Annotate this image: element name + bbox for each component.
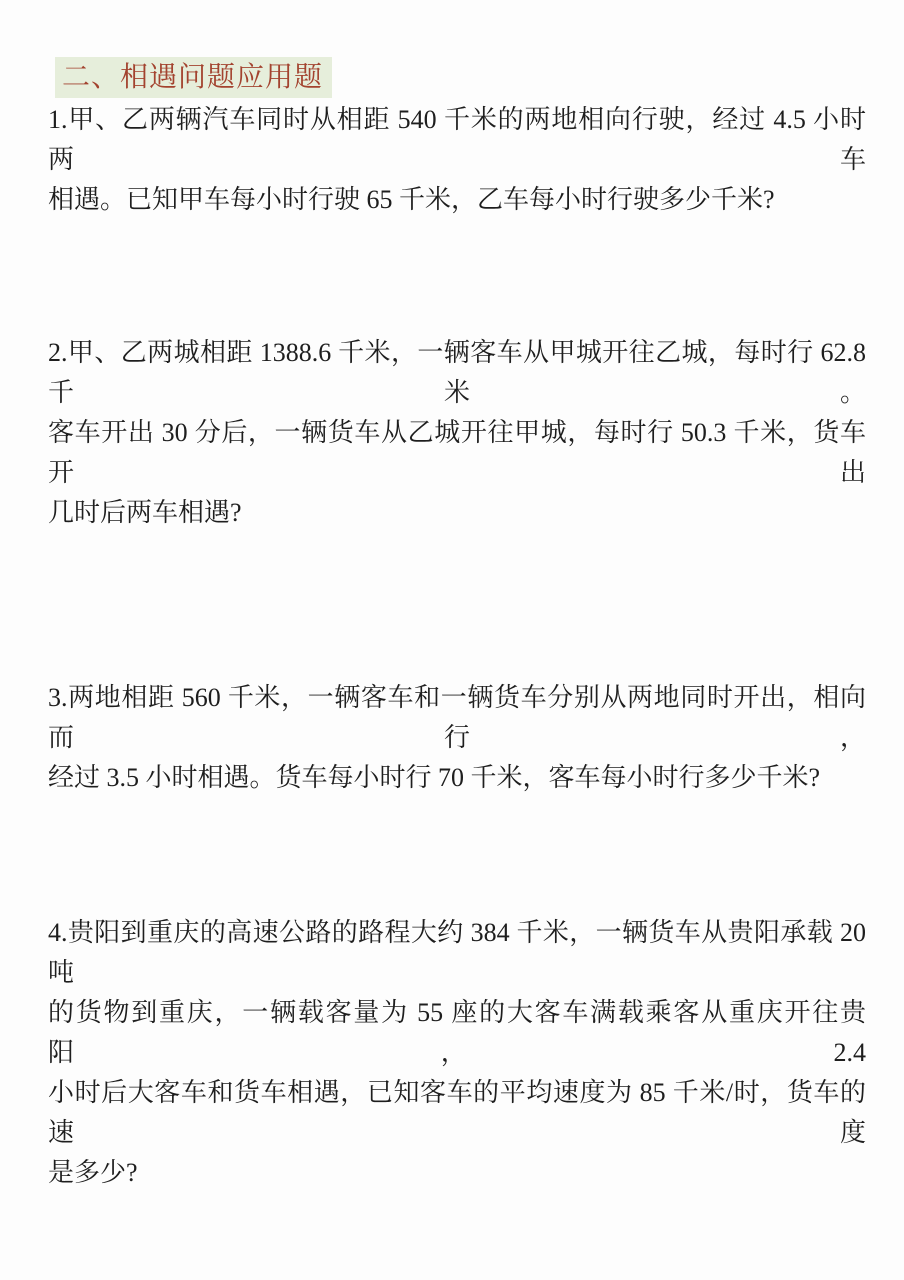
problem-1-line-1: 1.甲、乙两辆汽车同时从相距 540 千米的两地相向行驶，经过 4.5 小时两车 [48, 105, 866, 174]
problem-2-line-3: 几时后两车相遇? [48, 498, 242, 527]
problem-3 [48, 678, 866, 798]
section-title [55, 57, 332, 98]
problem-4 [48, 913, 866, 1193]
problem-1-line-2: 相遇。已知甲车每小时行驶 65 千米，乙车每小时行驶多少千米? [48, 185, 775, 214]
problem-3-line-1: 3.两地相距 560 千米，一辆客车和一辆货车分别从两地同时开出，相向而行， [48, 683, 866, 752]
problem-1 [48, 100, 866, 220]
problem-4-line-3: 小时后大客车和货车相遇，已知客车的平均速度为 85 千米/时，货车的速度 [48, 1078, 866, 1147]
problem-2-line-1: 2.甲、乙两城相距 1388.6 千米，一辆客车从甲城开往乙城，每时行 62.8 千米。 [48, 338, 866, 407]
section-title-text: 二、相遇问题应用题 [55, 57, 332, 98]
problem-4-line-4: 是多少? [48, 1158, 138, 1187]
problem-3-line-2: 经过 3.5 小时相遇。货车每小时行 70 千米，客车每小时行多少千米? [48, 763, 821, 792]
problem-2 [48, 333, 866, 533]
problem-4-line-1: 4.贵阳到重庆的高速公路的路程大约 384 千米，一辆货车从贵阳承载 20 吨 [48, 918, 866, 987]
problem-2-line-2: 客车开出 30 分后，一辆货车从乙城开往甲城，每时行 50.3 千米，货车开出 [48, 418, 866, 487]
problem-4-line-2: 的货物到重庆，一辆载客量为 55 座的大客车满载乘客从重庆开往贵阳，2.4 [48, 998, 866, 1067]
